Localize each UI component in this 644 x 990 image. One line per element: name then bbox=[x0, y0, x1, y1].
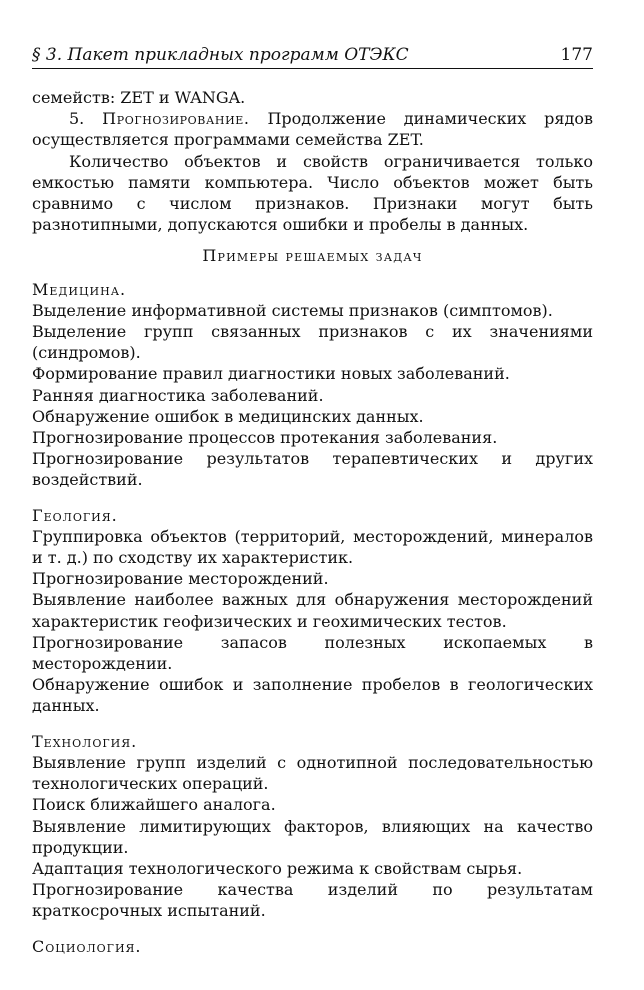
group-title: Социология. bbox=[32, 936, 142, 956]
book-page bbox=[32, 44, 593, 957]
group-item: Обнаружение ошибок в медицинских данных. bbox=[32, 406, 424, 426]
running-header bbox=[32, 44, 593, 69]
paragraph-number: 5. bbox=[69, 109, 103, 129]
page-number: 177 bbox=[560, 45, 593, 65]
paragraph-text: Продолжение динамических рядов осуществляется программами семейства ZET. bbox=[32, 109, 593, 150]
group-item: Выявление лимитирующих факторов, влияющих на качество продукции. bbox=[32, 816, 593, 857]
group-item: Группировка объектов (территорий, месторождений, минералов и т. д.) по сходству их характеристик. bbox=[32, 526, 593, 568]
group-item: Выявление наиболее важных для обнаружения месторождений характеристик геофизических и геохимических тестов. bbox=[32, 590, 593, 631]
group-item: Обнаружение ошибок и заполнение пробелов в геологических данных. bbox=[32, 675, 593, 716]
group-item: Выделение групп связанных признаков с их значениями (синдромов). bbox=[32, 322, 593, 363]
group-item: Прогнозирование качества изделий по результатам краткосрочных испытаний. bbox=[32, 880, 593, 921]
example-groups bbox=[32, 279, 593, 957]
example-group bbox=[32, 279, 593, 491]
group-title: Технология. bbox=[32, 731, 138, 751]
paragraph-term: Прогнозирование. bbox=[102, 109, 250, 129]
group-item: Выявление групп изделий с однотипной последовательностью технологических операций. bbox=[32, 752, 593, 794]
group-item: Ранняя диагностика заболеваний. bbox=[32, 385, 324, 405]
paragraph-continuation: семейств: ZET и WANGA. bbox=[32, 88, 246, 107]
paragraph-limits: Количество объектов и свойств ограничивается только емкостью памяти компьютера. Число объектов может быть сравнимо с числом признаков. Признаки могут быть разнотипными, допускаются ошибки и пробелы в данных. bbox=[32, 151, 593, 235]
example-group bbox=[32, 505, 593, 717]
example-group bbox=[32, 936, 593, 957]
section-heading: Примеры решаемых задач bbox=[202, 246, 423, 266]
group-title: Геология. bbox=[32, 505, 118, 525]
group-item: Адаптация технологического режима к свойствам сырья. bbox=[32, 858, 523, 878]
group-item: Прогнозирование месторождений. bbox=[32, 569, 329, 589]
running-header-title: § 3. Пакет прикладных программ ОТЭКС bbox=[32, 45, 409, 65]
group-item: Формирование правил диагностики новых заболеваний. bbox=[32, 364, 510, 384]
group-item: Выделение информативной системы признаков (симптомов). bbox=[32, 300, 553, 320]
group-item: Прогнозирование результатов терапевтических и других воздействий. bbox=[32, 449, 593, 490]
group-item: Поиск ближайшего аналога. bbox=[32, 795, 276, 815]
example-group bbox=[32, 731, 593, 922]
group-item: Прогнозирование запасов полезных ископаемых в месторождении. bbox=[32, 632, 593, 674]
group-item: Прогнозирование процессов протекания заболевания. bbox=[32, 428, 498, 448]
group-title: Медицина. bbox=[32, 279, 127, 299]
paragraph-forecasting bbox=[32, 108, 593, 150]
page-content bbox=[32, 87, 593, 957]
